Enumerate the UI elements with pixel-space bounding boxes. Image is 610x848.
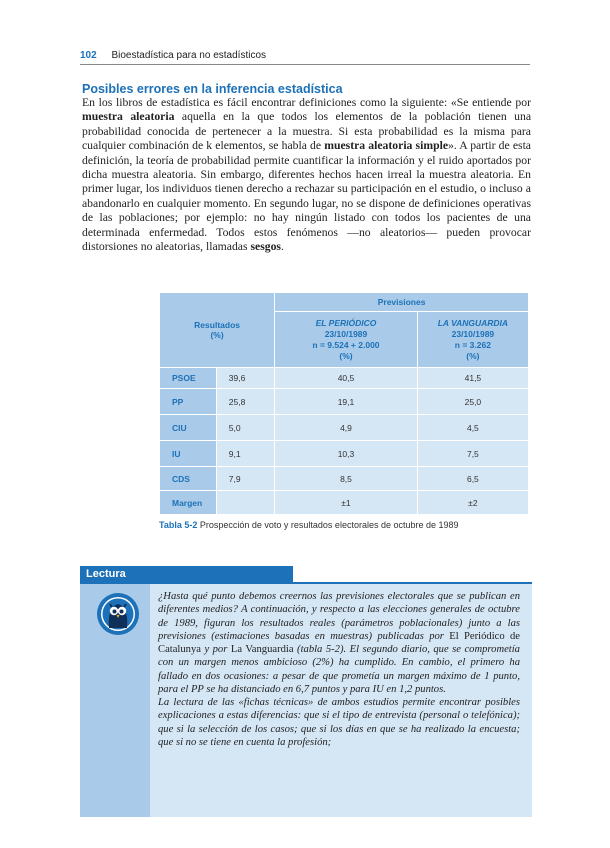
result-cell: 39,6 [216,368,274,389]
margen-label: Margen [160,491,217,515]
caption-label: Tabla 5-2 [159,520,198,530]
table-row [160,368,529,389]
lectura-header: Lectura [80,566,293,582]
periodico-n: n = 9.524 + 2.000 [312,339,380,350]
vanguardia-name: LA VANGUARDIA [437,317,509,328]
text-run: En los libros de estadística es fácil encontrar definiciones como la siguiente: «Se entiende por [82,96,531,109]
table-row [160,389,529,415]
term-muestra-aleatoria: muestra aleatoria [82,110,175,124]
text-run: (tabla 5-2). El segundo diario, que se comprometía con un margen menos ambicioso (2%) ha cumplido. En cambio, el primero ha fallado en dos ocasiones: a pesar de que prometía un margen máximo de 1 punto, para el PP se ha distanciado en 6,7 puntos y para IU en 1,2 puntos. [158,644,520,695]
vanguardia-cell: 25,0 [417,389,528,415]
previsiones-header: Previsiones [275,293,529,312]
party-cell: CIU [160,415,217,441]
margen-empty [216,491,274,515]
periodico-unit: (%) [339,350,353,361]
text-run: aquella en la que todos los elementos de la población tienen una probabilidad conocida de pertenecer a la muestra. Si esta probabilidad es la misma para cualquier combinación de k elementos, se habla de [82,110,532,153]
periodico-cell: 4,9 [275,415,418,441]
result-cell: 7,9 [216,467,274,491]
body-paragraph [82,96,531,254]
term-muestra-aleatoria-simple: muestra aleatoria simple [324,139,449,153]
vanguardia-cell: 4,5 [417,415,528,441]
table-row [160,415,529,441]
source-periodico: El Periódico de Catalunya [158,630,520,655]
vanguardia-header [417,312,528,368]
owl-icon [96,592,140,636]
running-header [80,50,530,61]
vanguardia-cell: 7,5 [417,441,528,467]
periodico-header [275,312,418,368]
vanguardia-cell: 41,5 [417,368,528,389]
vanguardia-date: 23/10/1989 [451,328,495,339]
term-sesgos: sesgos [250,240,281,254]
lectura-text [158,590,520,749]
result-cell: 9,1 [216,441,274,467]
resultados-unit: (%) [210,330,224,340]
text-run: ¿Hasta qué punto debemos creernos las previsiones electorales que se publican en diferentes medios? A continuación, y respecto a las elecciones generales de octubre de 1989, figuran los resultados reales (parámetros poblacionales) junto a las previsiones (estimaciones basadas en muestras) publicadas por [158,591,520,642]
result-cell: 25,8 [216,389,274,415]
table-row [160,467,529,491]
table-row [160,441,529,467]
text-run: La lectura de las «fichas técnicas» de ambos estudios permite encontrar posibles explicaciones a estas diferencias: que si el tipo de entrevista (personal o telefónica); que si la selección de los casos; que si los días en que se ha realizado la encuesta; que si no se tiene en cuenta la profesión; [158,697,520,748]
results-table [159,292,529,515]
party-cell: PP [160,389,217,415]
margen-row [160,491,529,515]
margen-vanguardia: ±2 [417,491,528,515]
party-cell: PSOE [160,368,217,389]
table-caption [159,520,459,530]
caption-text: Prospección de voto y resultados electorales de octubre de 1989 [197,520,459,530]
periodico-name: EL PERIÓDICO [315,317,377,328]
source-vanguardia: La Vanguardia [230,644,294,655]
vanguardia-cell: 6,5 [417,467,528,491]
vanguardia-n: n = 3.262 [454,339,491,350]
party-cell: CDS [160,467,217,491]
periodico-cell: 40,5 [275,368,418,389]
margen-periodico: ±1 [275,491,418,515]
vanguardia-unit: (%) [466,350,480,361]
header-rule [80,64,530,65]
periodico-cell: 10,3 [275,441,418,467]
result-cell: 5,0 [216,415,274,441]
section-heading: Posibles errores en la inferencia estadística [82,82,343,96]
periodico-cell: 8,5 [275,467,418,491]
page-number: 102 [80,50,97,61]
party-cell: IU [160,441,217,467]
text-run: ». A partir de esta definición, la teoría de probabilidad permite cuantificar la información y el ruido aportados por dicha muestra aleatoria. Sin embargo, diferentes hechos hacen irreal la muestra aleatoria. En primer lugar, los individuos tienen derecho a rechazar su participación en el estudio, o incluso a abandonarlo en cualquier momento. En segundo lugar, no se dispone de definiciones operativas de las poblaciones; por ejemplo: no hay ningún listado con todos los pacientes de una determinada enfermedad. Todos estos fenómenos —no aleatorios— pueden provocar distorsiones no aleatorias, llamadas [82,139,531,254]
periodico-cell: 19,1 [275,389,418,415]
text-run: . [280,240,284,254]
resultados-label: Resultados [194,320,240,330]
text-run: y por [200,644,231,655]
resultados-header [160,293,275,368]
periodico-date: 23/10/1989 [324,328,368,339]
book-title: Bioestadística para no estadísticos [111,50,266,61]
